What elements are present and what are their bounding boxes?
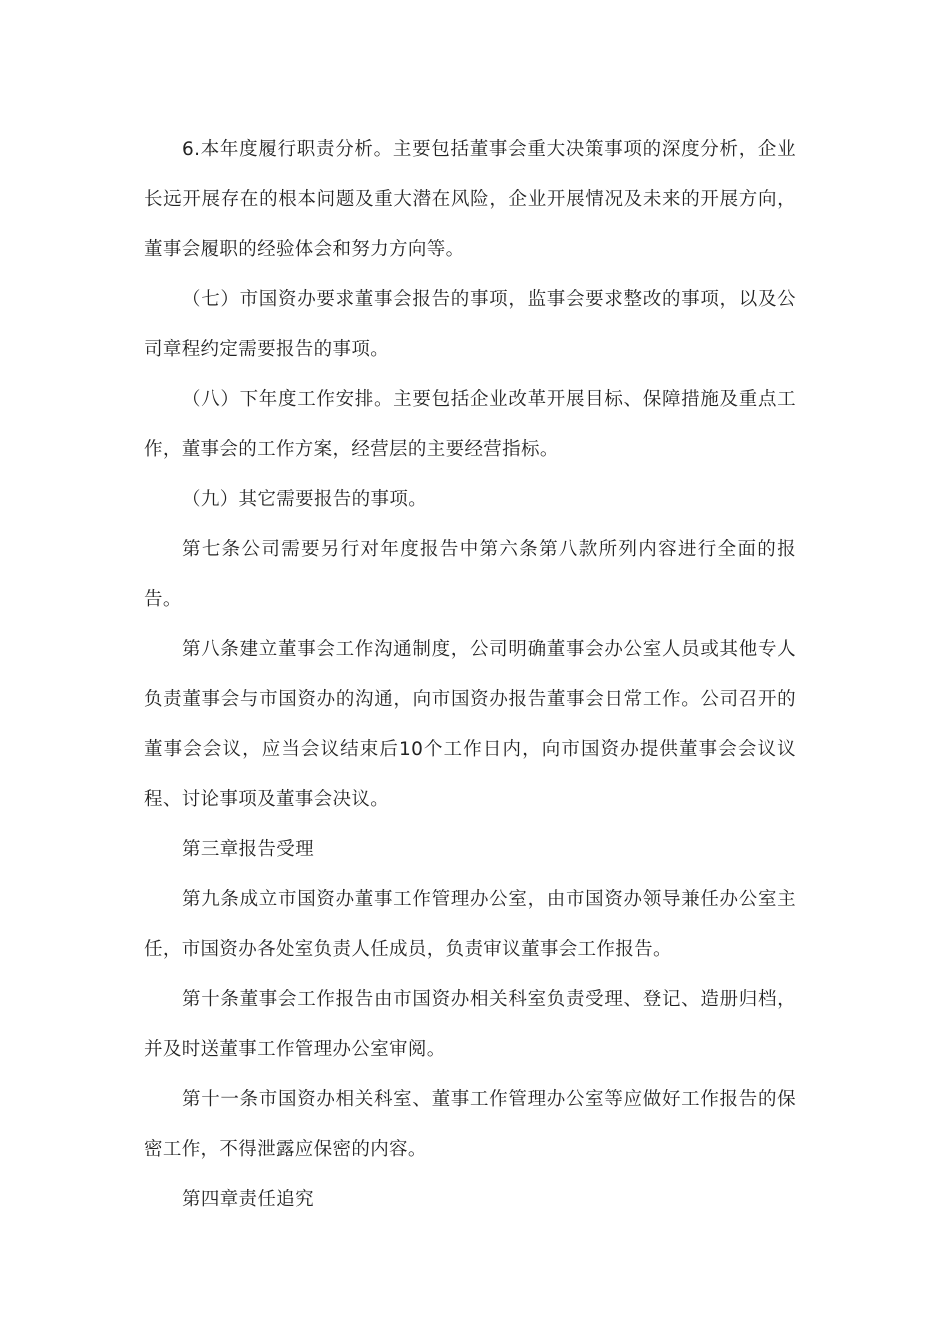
paragraph-article-seven: 第七条公司需要另行对年度报告中第六条第八款所列内容进行全面的报告。 [144,539,796,610]
paragraph-article-nine: 第九条成立市国资办董事工作管理办公室，由市国资办领导兼任办公室主任，市国资办各处室负责人任成员，负责审议董事会工作报告。 [144,889,796,960]
paragraph-article-ten: 第十条董事会工作报告由市国资办相关科室负责受理、登记、造册归档，并及时送董事工作管理办公室审阅。 [144,989,796,1060]
paragraph-item-eight: （八）下年度工作安排。主要包括企业改革开展目标、保障措施及重点工作，董事会的工作方案，经营层的主要经营指标。 [144,389,796,460]
paragraph-duty-analysis: 6.本年度履行职责分析。主要包括董事会重大决策事项的深度分析，企业长远开展存在的根本问题及重大潜在风险，企业开展情况及未来的开展方向，董事会履职的经验体会和努力方向等。 [144,139,796,260]
paragraph-item-seven: （七）市国资办要求董事会报告的事项，监事会要求整改的事项，以及公司章程约定需要报告的事项。 [144,289,796,360]
chapter-heading-four: 第四章责任追究 [182,1189,314,1210]
chapter-heading-three: 第三章报告受理 [182,839,314,860]
paragraph-item-nine: （九）其它需要报告的事项。 [182,489,428,510]
paragraph-article-eleven: 第十一条市国资办相关科室、董事工作管理办公室等应做好工作报告的保密工作，不得泄露应保密的内容。 [144,1089,796,1160]
paragraph-article-eight: 第八条建立董事会工作沟通制度，公司明确董事会办公室人员或其他专人负责董事会与市国资办的沟通，向市国资办报告董事会日常工作。公司召开的董事会会议，应当会议结束后10个工作日内，向市国资办提供董事会会议议程、讨论事项及董事会决议。 [144,639,796,810]
document-body [144,125,796,1225]
